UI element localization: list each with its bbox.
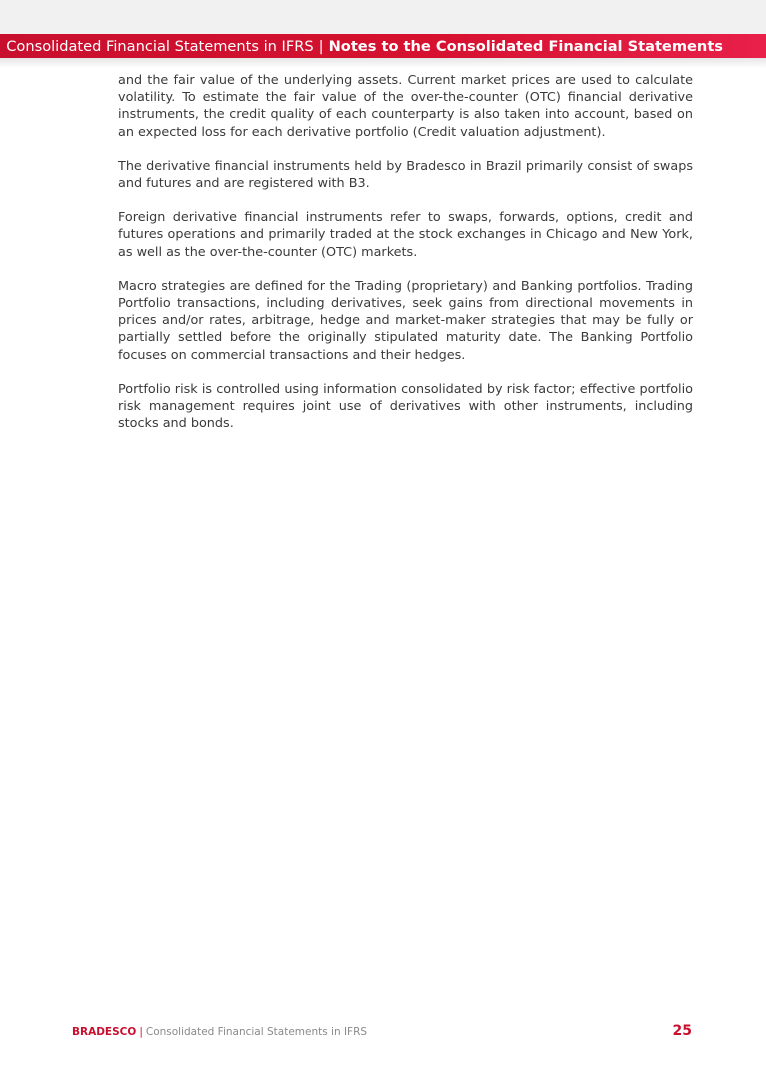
header-shadow	[0, 58, 766, 68]
header-separator: |	[318, 37, 324, 55]
paragraph-brazil-derivatives: The derivative financial instruments held by Bradesco in Brazil primarily consist of swaps and futures and are registered with B3.	[118, 158, 693, 192]
page-number: 25	[672, 1023, 692, 1039]
header-document-title: Consolidated Financial Statements in IFRS	[6, 37, 314, 55]
paragraph-fair-value: and the fair value of the underlying assets. Current market prices are used to calculate volatility. To estimate the fair value of the over-the-counter (OTC) financial derivative instruments, the credit quality of each counterparty is also taken into account, based on an expected loss for each derivative portfolio (Credit valuation adjustment).	[118, 73, 693, 140]
footer-brand: BRADESCO	[72, 1026, 137, 1038]
page-footer	[72, 1023, 692, 1041]
paragraph-macro-strategies: Macro strategies are defined for the Trading (proprietary) and Banking portfolios. Trading Portfolio transactions, including derivatives, seek gains from directional movements in prices and/or rates, arbitrage, hedge and market-maker strategies that may be fully or partially settled before the originally stipulated maturity date. The Banking Portfolio focuses on commercial transactions and their hedges.	[118, 278, 693, 363]
header-section-title: Notes to the Consolidated Financial Statements	[328, 37, 723, 55]
footer-label	[72, 1026, 367, 1038]
footer-document-title: Consolidated Financial Statements in IFRS	[145, 1026, 368, 1038]
paragraph-portfolio-risk: Portfolio risk is controlled using information consolidated by risk factor; effective portfolio risk management requires joint use of derivatives with other instruments, including stocks and bonds.	[118, 381, 693, 432]
body-text	[118, 72, 693, 449]
page-header	[0, 34, 766, 58]
paragraph-foreign-derivatives: Foreign derivative financial instruments refer to swaps, forwards, options, credit and futures operations and primarily traded at the stock exchanges in Chicago and New York, as well as the over-the-counter (OTC) markets.	[118, 210, 693, 260]
page-top-strip	[0, 0, 766, 34]
footer-separator: |	[139, 1026, 143, 1038]
